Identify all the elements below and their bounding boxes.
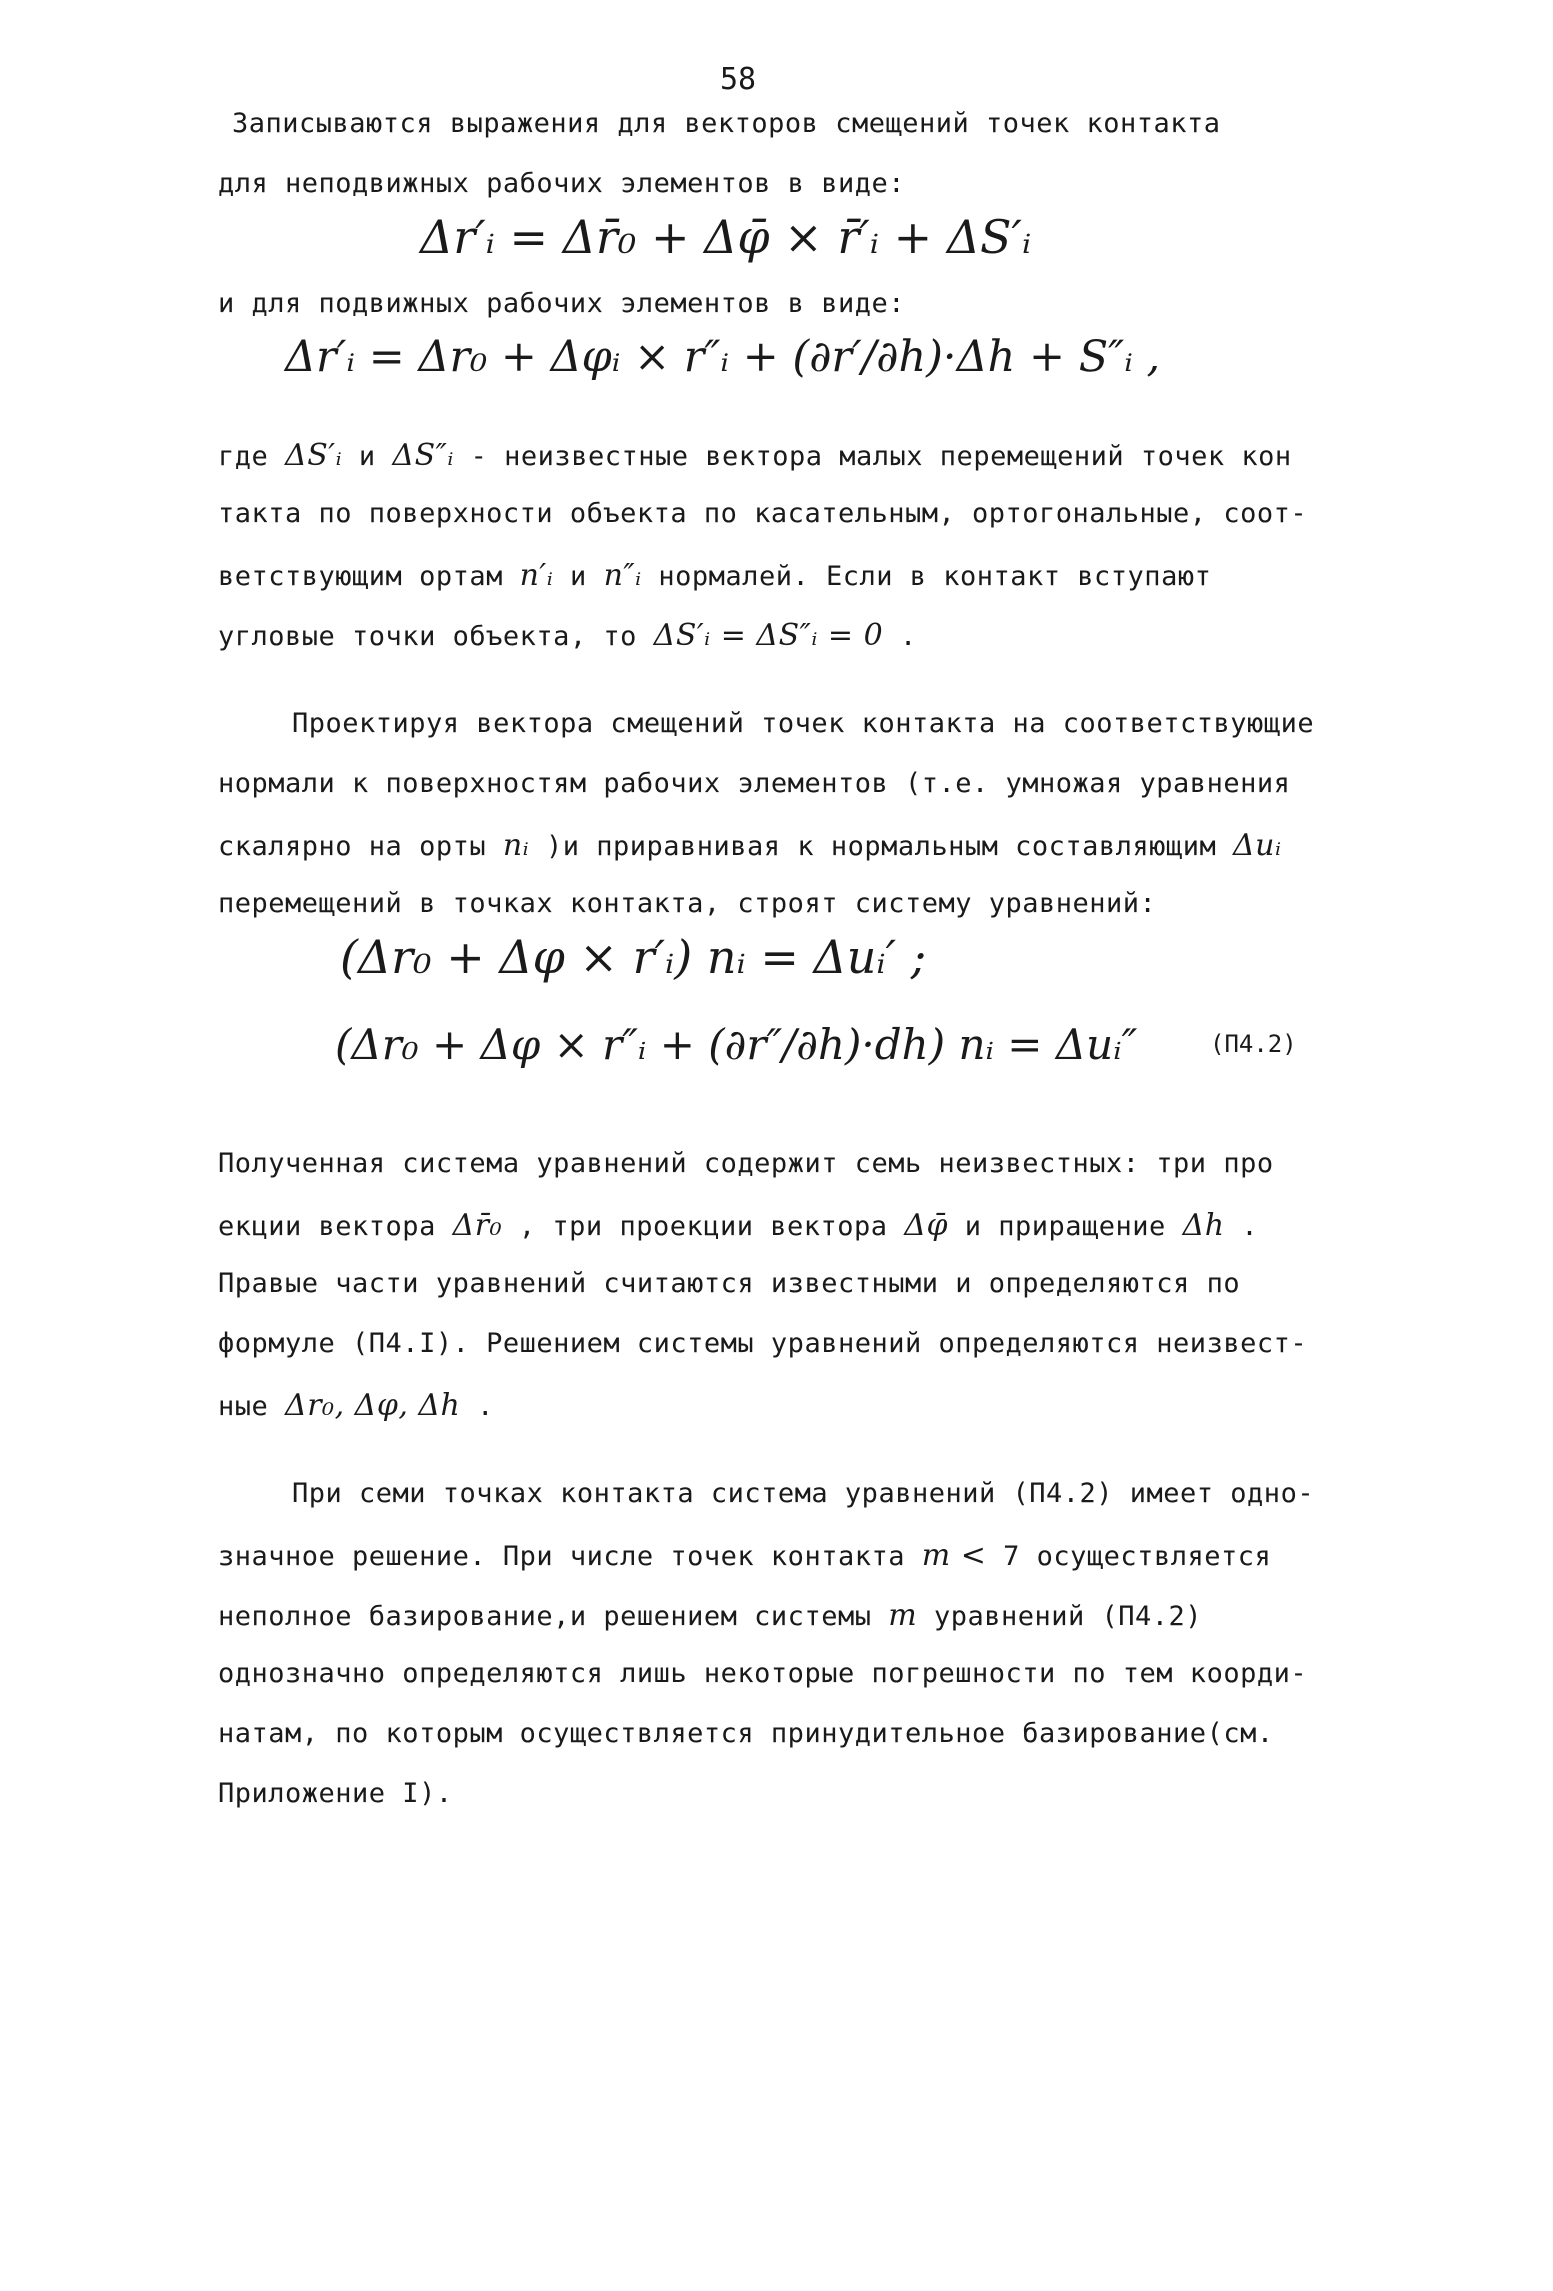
text-line-8: Проектируя вектора смещений точек контакта на соответствующие	[292, 708, 1315, 739]
equation-number: (П4.2)	[1210, 1030, 1297, 1058]
formula-inline-n2: n″ᵢ	[603, 558, 642, 593]
text-line-22: Приложение I).	[218, 1778, 453, 1809]
text-period-1: .	[899, 621, 917, 652]
formula-inline-dS1: ΔS′ᵢ	[285, 438, 343, 473]
text-line-15: формуле (П4.I). Решением системы уравнений определяются неизвест-	[218, 1328, 1308, 1359]
text-line-13	[218, 1208, 1258, 1243]
text-line-21: натам, по которым осуществляется принудительное базирование(см.	[218, 1718, 1274, 1749]
text-line-14: Правые части уравнений считаются известными и определяются по	[218, 1268, 1241, 1299]
text-period-3: .	[477, 1391, 494, 1422]
text-and: и	[358, 441, 376, 472]
text-line-3: и для подвижных рабочих элементов в виде:	[218, 288, 905, 319]
text-increment: и приращение	[964, 1211, 1166, 1242]
text-equating: )и приравнивая к нормальным составляющим	[545, 831, 1217, 862]
formula-inline-zero: ΔS′ᵢ = ΔS″ᵢ = 0	[653, 618, 884, 653]
text-line-9: нормали к поверхностям рабочих элементов (т.е. умножая уравнения	[218, 768, 1291, 799]
text-line-4	[218, 438, 1292, 473]
text-scalar-orts: скалярно на орты	[218, 831, 487, 862]
text-period-2: .	[1241, 1211, 1259, 1242]
text-three-projections: , три проекции вектора	[518, 1211, 888, 1242]
formula-system-eq2: (Δr₀ + Δφ × r″ᵢ + (∂r″/∂h)·dh) nᵢ = Δuᵢ″	[335, 1020, 1138, 1069]
text-corner-points: угловые точки объекта, то	[218, 621, 637, 652]
formula-inline-m-lt: m <	[921, 1538, 987, 1573]
text-line-1: Записываются выражения для векторов смещений точек контакта	[232, 108, 1221, 139]
text-normals: нормалей. Если в контакт вступают	[658, 561, 1212, 592]
formula-system-eq1: (Δr₀ + Δφ × r′ᵢ) nᵢ = Δuᵢ′ ;	[340, 930, 927, 984]
formula-inline-dr0: Δr̄₀	[452, 1208, 503, 1243]
formula-inline-ni: nᵢ	[502, 828, 530, 863]
formula-inline-dh: Δh	[1182, 1208, 1225, 1243]
text-line-19	[218, 1598, 1202, 1633]
text-line-6	[218, 558, 1211, 593]
text-unique-solution: значное решение. При числе точек контакта	[218, 1541, 905, 1572]
formula-inline-dS2: ΔS″ᵢ	[392, 438, 454, 473]
text-line-2: для неподвижных рабочих элементов в виде:	[218, 168, 905, 199]
text-unknowns: ные	[218, 1391, 269, 1422]
text-line-17: При семи точках контакта система уравнений (П4.2) имеет одно-	[292, 1478, 1315, 1509]
text-line-18	[218, 1538, 1271, 1573]
text-line-5: такта по поверхности объекта по касательным, ортогональные, соот-	[218, 498, 1308, 529]
text-line-7	[218, 618, 917, 653]
text-corresponding-orts: ветствующим ортам	[218, 561, 503, 592]
text-unknown-vectors: - неизвестные вектора малых перемещений точек кон	[470, 441, 1292, 472]
text-line-11: перемещений в точках контакта, строят систему уравнений:	[218, 888, 1157, 919]
formula-fixed-elements: Δr′ᵢ = Δr̄₀ + Δφ̄ × r̄′ᵢ + ΔS′ᵢ	[420, 210, 1032, 264]
page-number: 58	[720, 62, 757, 97]
text-line-10	[218, 828, 1282, 863]
formula-inline-m: m	[888, 1598, 918, 1633]
text-line-20: однозначно определяются лишь некоторые погрешности по тем коорди-	[218, 1658, 1308, 1689]
formula-inline-list: Δr₀, Δφ, Δh	[285, 1388, 461, 1423]
formula-inline-dphi: Δφ̄	[904, 1208, 948, 1243]
text-and-2: и	[570, 561, 587, 592]
text-equations-ref: уравнений (П4.2)	[933, 1601, 1203, 1632]
text-where: где	[218, 441, 269, 472]
formula-inline-du: Δuᵢ	[1232, 828, 1282, 863]
text-line-16	[218, 1388, 494, 1423]
formula-moving-elements: Δr′ᵢ = Δr₀ + Δφᵢ × r″ᵢ + (∂r′/∂h)·Δh + S″ᵢ ,	[285, 332, 1161, 382]
text-projections-vector: екции вектора	[218, 1211, 436, 1242]
text-line-12: Полученная система уравнений содержит семь неизвестных: три про	[218, 1148, 1274, 1179]
text-incomplete-basing: неполное базирование,и решением системы	[218, 1601, 872, 1632]
formula-inline-n1: n′ᵢ	[519, 558, 554, 593]
text-seven-realized: 7 осуществляется	[1003, 1541, 1272, 1572]
